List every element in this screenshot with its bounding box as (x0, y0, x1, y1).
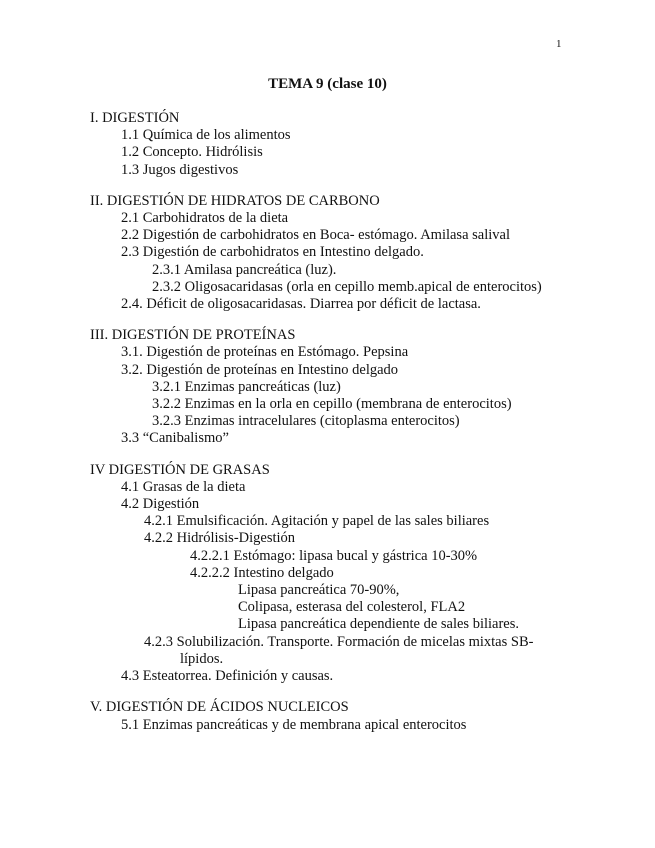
outline-item: 4.3 Esteatorrea. Definición y causas. (121, 668, 334, 685)
outline-item: 1.1 Química de los alimentos (121, 127, 291, 144)
outline-item: 2.3.1 Amilasa pancreática (luz). (152, 261, 337, 278)
outline-section (0, 699, 655, 733)
outline-item: 2.2 Digestión de carbohidratos en Boca- estómago. Amilasa salival (121, 227, 510, 244)
outline-item: 2.3 Digestión de carbohidratos en Intestino delgado. (121, 244, 424, 261)
outline-item: 5.1 Enzimas pancreáticas y de membrana apical enterocitos (121, 716, 467, 733)
outline-item: Colipasa, esterasa del colesterol, FLA2 (238, 599, 466, 616)
outline-item: 4.1 Grasas de la dieta (121, 478, 246, 495)
outline-item: 2.1 Carbohidratos de la dieta (121, 210, 289, 227)
outline-item: 3.2. Digestión de proteínas en Intestino delgado (121, 361, 399, 378)
outline-item: 4.2.2 Hidrólisis-Digestión (144, 530, 296, 547)
outline-section (0, 462, 655, 686)
outline-item: 1.3 Jugos digestivos (121, 161, 239, 178)
outline-item: lípidos. (180, 650, 224, 667)
outline-item: 3.1. Digestión de proteínas en Estómago. Pepsina (121, 344, 409, 361)
outline-item: Lipasa pancreática dependiente de sales biliares. (238, 616, 520, 633)
section-heading: II. DIGESTIÓN DE HIDRATOS DE CARBONO (90, 192, 380, 209)
section-heading: I. DIGESTIÓN (90, 110, 180, 126)
outline-item: 3.2.2 Enzimas en la orla en cepillo (membrana de enterocitos) (152, 396, 512, 413)
outline-item: 3.3 “Canibalismo” (121, 430, 229, 447)
outline-item: 2.4. Déficit de oligosacaridasas. Diarrea por déficit de lactasa. (121, 296, 481, 313)
outline-item: 4.2.1 Emulsificación. Agitación y papel de las sales biliares (144, 513, 490, 530)
outline-item: 4.2 Digestión (121, 496, 200, 513)
outline-item: 3.2.3 Enzimas intracelulares (citoplasma enterocitos) (152, 413, 460, 430)
outline-section (0, 193, 655, 313)
outline-item: 2.3.2 Oligosacaridasas (orla en cepillo memb.apical de enterocitos) (152, 278, 542, 295)
section-heading: V. DIGESTIÓN DE ÁCIDOS NUCLEICOS (90, 699, 349, 716)
section-heading: IV DIGESTIÓN DE GRASAS (90, 461, 270, 478)
outline-item: 3.2.1 Enzimas pancreáticas (luz) (152, 378, 341, 395)
outline (0, 110, 655, 748)
page-number: 1 (556, 38, 562, 50)
outline-item: 4.2.3 Solubilización. Transporte. Formación de micelas mixtas SB- (144, 633, 534, 650)
outline-item: Lipasa pancreática 70-90%, (238, 582, 400, 599)
outline-section (0, 327, 655, 447)
outline-item: 4.2.2.1 Estómago: lipasa bucal y gástrica 10-30% (190, 547, 478, 564)
outline-section (0, 110, 655, 179)
outline-item: 4.2.2.2 Intestino delgado (190, 564, 334, 581)
outline-item: 1.2 Concepto. Hidrólisis (121, 144, 263, 161)
section-heading: III. DIGESTIÓN DE PROTEÍNAS (90, 327, 296, 344)
page-title: TEMA 9 (clase 10) (268, 76, 387, 92)
